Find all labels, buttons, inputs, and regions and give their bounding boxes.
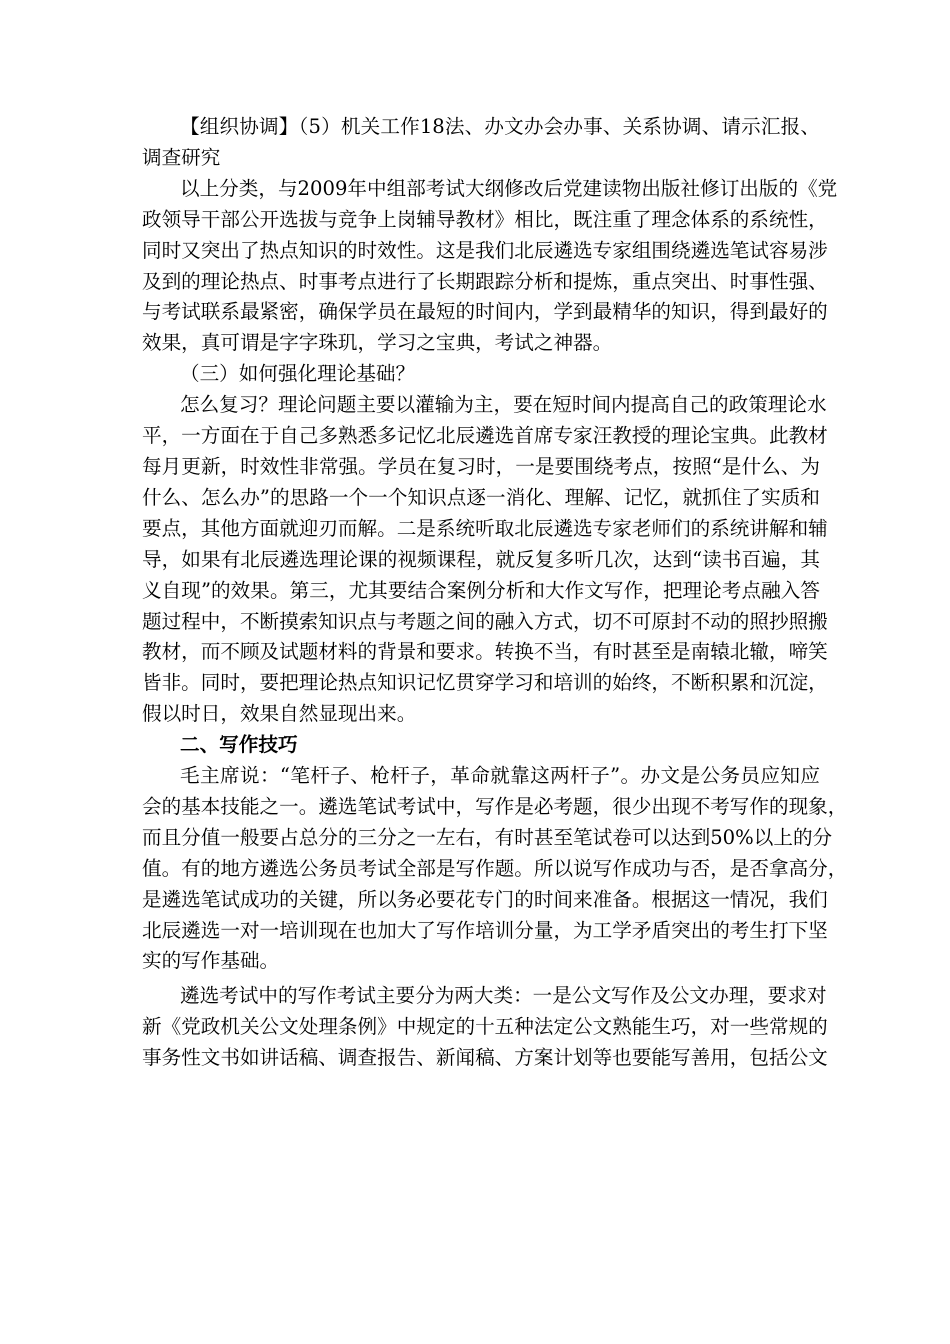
document-body [142,112,848,1074]
text-line: 调查研究 [142,145,221,169]
text-line: 同时又突出了热点知识的时效性。这是我们北辰遴选专家组围绕遴选笔试容易涉 [142,238,828,262]
text-line: 什么、怎么办”的思路一个一个知识点逐一消化、理解、记忆，就抓住了实质和 [142,485,820,509]
text-line: 【组织协调】（5）机关工作18法、办文办会办事、关系协调、请示汇报、 [180,115,820,138]
text-line: 政领导干部公开选拔与竞争上岗辅导教材》相比，既注重了理念体系的系统性， [142,207,828,231]
paragraph-writing-importance [142,761,848,977]
text-line: 而且分值一般要占总分的三分之一左右，有时甚至笔试卷可以达到50%以上的分 [142,825,833,849]
text-line: 导，如果有北辰遴选理论课的视频课程，就反复多听几次，达到“读书百遍，其 [142,547,820,571]
text-line: 与考试联系最紧密，确保学员在最短的时间内，学到最精华的知识，得到最好的 [142,300,828,324]
paragraph-writing-categories [142,981,828,1074]
text-line: 及到的理论热点、时事考点进行了长期跟踪分析和提炼，重点突出、时事性强、 [142,269,828,293]
text-line: 会的基本技能之一。遴选笔试考试中，写作是必考题，很少出现不考写作的现象， [142,794,848,818]
text-line: 值。有的地方遴选公务员考试全部是写作题。所以说写作成功与否，是否拿高分， [142,856,848,880]
text-line: 事务性文书如讲话稿、调查报告、新闻稿、方案计划等也要能写善用，包括公文 [142,1046,828,1070]
text-line: 效果，真可谓是字字珠玑，学习之宝典，考试之神器。 [142,331,613,355]
paragraph-how-to-review [142,390,828,730]
text-line: 是遴选笔试成功的关键，所以务必要花专门的时间来准备。根据这一情况，我们 [142,887,828,911]
text-line: 义自现”的效果。第三，尤其要结合案例分析和大作文写作，把理论考点融入答 [142,578,820,602]
text-line: 要点，其他方面就迎刃而解。二是系统听取北辰遴选专家老师们的系统讲解和辅 [142,516,828,540]
section-heading-writing-skills [142,730,820,761]
text-line: 北辰遴选一对一培训现在也加大了写作培训分量，为工学矛盾突出的考生打下坚 [142,918,828,942]
text-line: 怎么复习？理论问题主要以灌输为主，要在短时间内提高自己的政策理论水 [180,393,827,417]
paragraph-classification-summary [142,174,838,359]
text-line: 平，一方面在于自己多熟悉多记忆北辰遴选首席专家汪教授的理论宝典。此教材 [142,424,828,448]
text-line: 新《党政机关公文处理条例》中规定的十五种法定公文熟能生巧，对一些常规的 [142,1015,828,1039]
text-line: 以上分类，与2009年中组部考试大纲修改后党建读物出版社修订出版的《党 [180,176,838,200]
text-line: 每月更新，时效性非常强。学员在复习时，一是要围绕考点，按照“是什么、为 [142,454,820,478]
text-line: （三）如何强化理论基础？ [180,362,416,386]
text-line: 实的写作基础。 [142,949,280,973]
text-line: 二、写作技巧 [180,733,298,757]
text-line: 假以时日，效果自然显现出来。 [142,702,417,726]
text-line: 皆非。同时，要把理论热点知识记忆贯穿学习和培训的始终，不断积累和沉淀， [142,671,828,695]
text-line: 教材，而不顾及试题材料的背景和要求。转换不当，有时甚至是南辕北辙，啼笑 [142,640,828,664]
text-line: 遴选考试中的写作考试主要分为两大类：一是公文写作及公文办理，要求对 [180,984,827,1008]
paragraph-organization-coordination [142,112,820,174]
subheading-strengthen-theory [142,359,820,390]
text-line: 题过程中，不断摸索知识点与考题之间的融入方式，切不可原封不动的照抄照搬 [142,609,828,633]
text-line: 毛主席说：“笔杆子、枪杆子，革命就靠这两杆子”。办文是公务员应知应 [180,764,820,788]
